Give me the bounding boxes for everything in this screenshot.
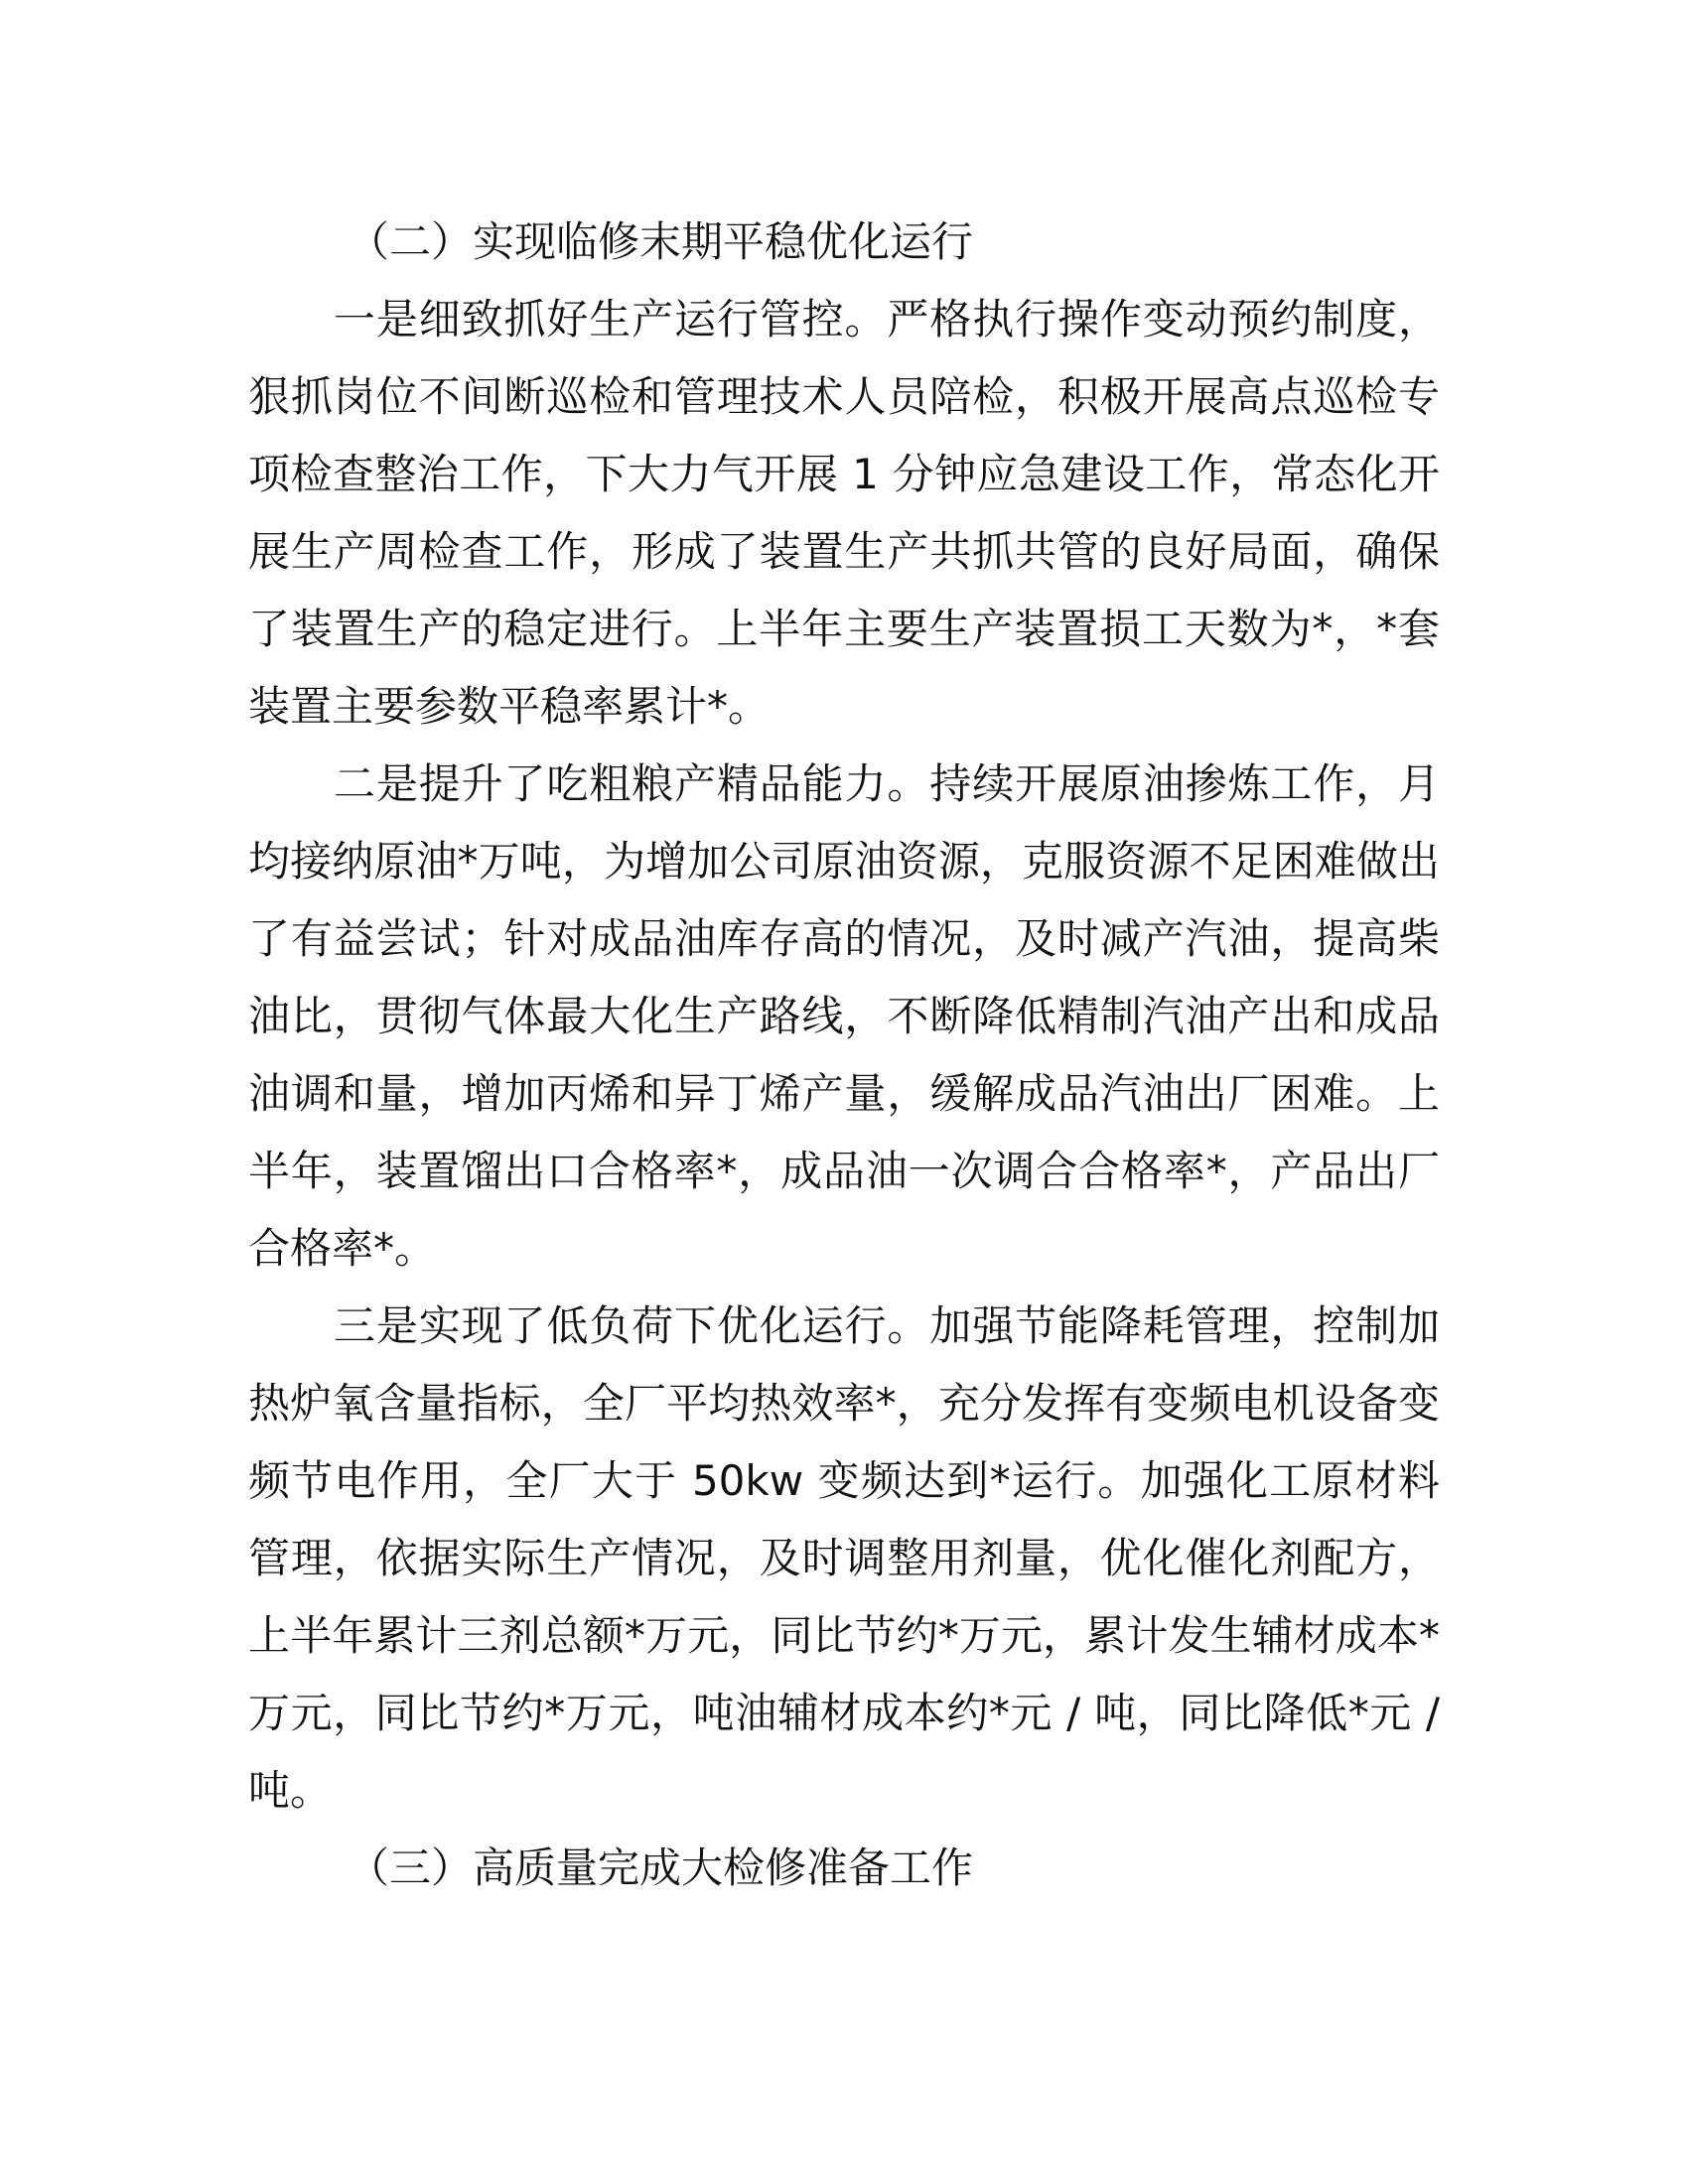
paragraph-production-control: 一是细致抓好生产运行管控。严格执行操作变动预约制度，狠抓岗位不间断巡检和管理技术人员陪检，积极开展高点巡检专项检查整治工作，下大力气开展 1 分钟应急建设工作，常态化开展生产周检查工作，形成了装置生产共抓共管的良好局面，确保了装置生产的稳定进行。上半年主要生产装置损工天数为*，*套装置主要参数平稳率累计*。 bbox=[248, 295, 1440, 731]
document-body bbox=[248, 204, 1440, 1907]
paragraph-low-load-optimization: 三是实现了低负荷下优化运行。加强节能降耗管理，控制加热炉氧含量指标，全厂平均热效率*，充分发挥有变频电机设备变频节电作用，全厂大于 50kw 变频达到*运行。加强化工原材料管理，依据实际生产情况，及时调整用剂量，优化催化剂配方，上半年累计三剂总额*万元，同比节约*万元，累计发生辅材成本*万元，同比节约*万元，吨油辅材成本约*元 / 吨，同比降低*元 / 吨。 bbox=[248, 1301, 1440, 1815]
paragraph-crude-processing: 二是提升了吃粗粮产精品能力。持续开展原油掺炼工作，月均接纳原油*万吨，为增加公司原油资源，克服资源不足困难做出了有益尝试；针对成品油库存高的情况，及时减产汽油，提高柴油比，贯彻气体最大化生产路线，不断降低精制汽油产出和成品油调和量，增加丙烯和异丁烯产量，缓解成品汽油出厂困难。上半年，装置馏出口合格率*，成品油一次调合合格率*，产品出厂合格率*。 bbox=[248, 759, 1440, 1273]
section-heading-2: （二）实现临修末期平稳优化运行 bbox=[348, 217, 974, 266]
section-heading-3: （三）高质量完成大检修准备工作 bbox=[348, 1843, 974, 1892]
